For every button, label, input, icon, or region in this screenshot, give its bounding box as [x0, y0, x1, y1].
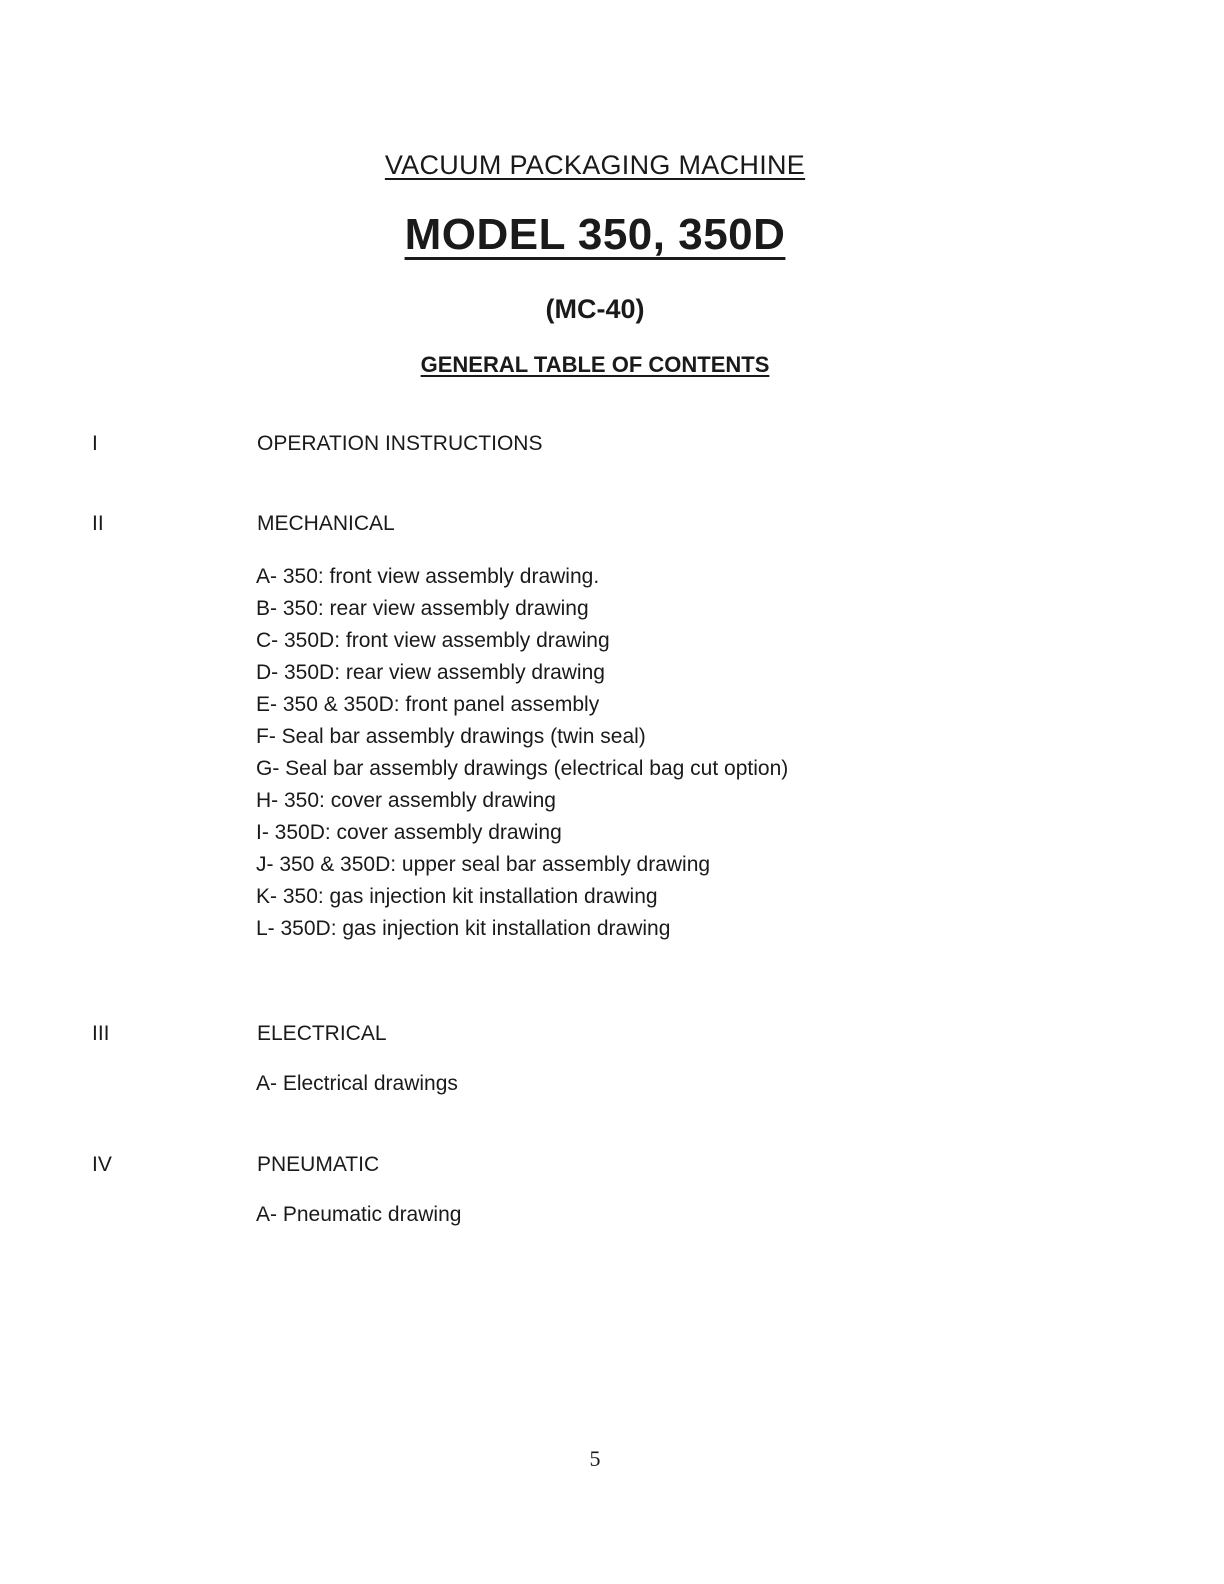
toc-item: B- 350: rear view assembly drawing — [256, 597, 589, 620]
toc-item: A- Electrical drawings — [256, 1072, 458, 1095]
model-code: (MC-40) — [545, 294, 645, 324]
section-title: PNEUMATIC — [257, 1153, 380, 1176]
section-title: OPERATION INSTRUCTIONS — [257, 432, 543, 455]
section-numeral: IV — [92, 1153, 112, 1176]
section-numeral: II — [92, 512, 104, 535]
section-numeral: III — [92, 1022, 110, 1045]
document-title: VACUUM PACKAGING MACHINE — [384, 150, 806, 180]
toc-item: A- Pneumatic drawing — [256, 1203, 462, 1226]
toc-item: G- Seal bar assembly drawings (electrical bag cut option) — [256, 757, 789, 780]
toc-item: E- 350 & 350D: front panel assembly — [256, 693, 600, 716]
toc-item: K- 350: gas injection kit installation drawing — [256, 885, 658, 908]
toc-item: L- 350D: gas injection kit installation drawing — [256, 917, 671, 940]
section-numeral: I — [92, 432, 98, 455]
section-title: ELECTRICAL — [257, 1022, 387, 1045]
toc-heading: GENERAL TABLE OF CONTENTS — [420, 352, 770, 377]
toc-item: H- 350: cover assembly drawing — [256, 789, 556, 812]
toc-item: J- 350 & 350D: upper seal bar assembly drawing — [256, 853, 711, 876]
toc-item: D- 350D: rear view assembly drawing — [256, 661, 605, 684]
section-item-list — [256, 561, 788, 945]
section-item-list — [256, 1199, 461, 1231]
model-title: MODEL 350, 350D — [404, 210, 786, 259]
section-title: MECHANICAL — [257, 512, 395, 535]
section-item-list — [256, 1068, 458, 1100]
page-number: 5 — [589, 1446, 601, 1471]
toc-item: I- 350D: cover assembly drawing — [256, 821, 562, 844]
toc-item: C- 350D: front view assembly drawing — [256, 629, 610, 652]
toc-item: A- 350: front view assembly drawing. — [256, 565, 600, 588]
toc-item: F- Seal bar assembly drawings (twin seal) — [256, 725, 646, 748]
